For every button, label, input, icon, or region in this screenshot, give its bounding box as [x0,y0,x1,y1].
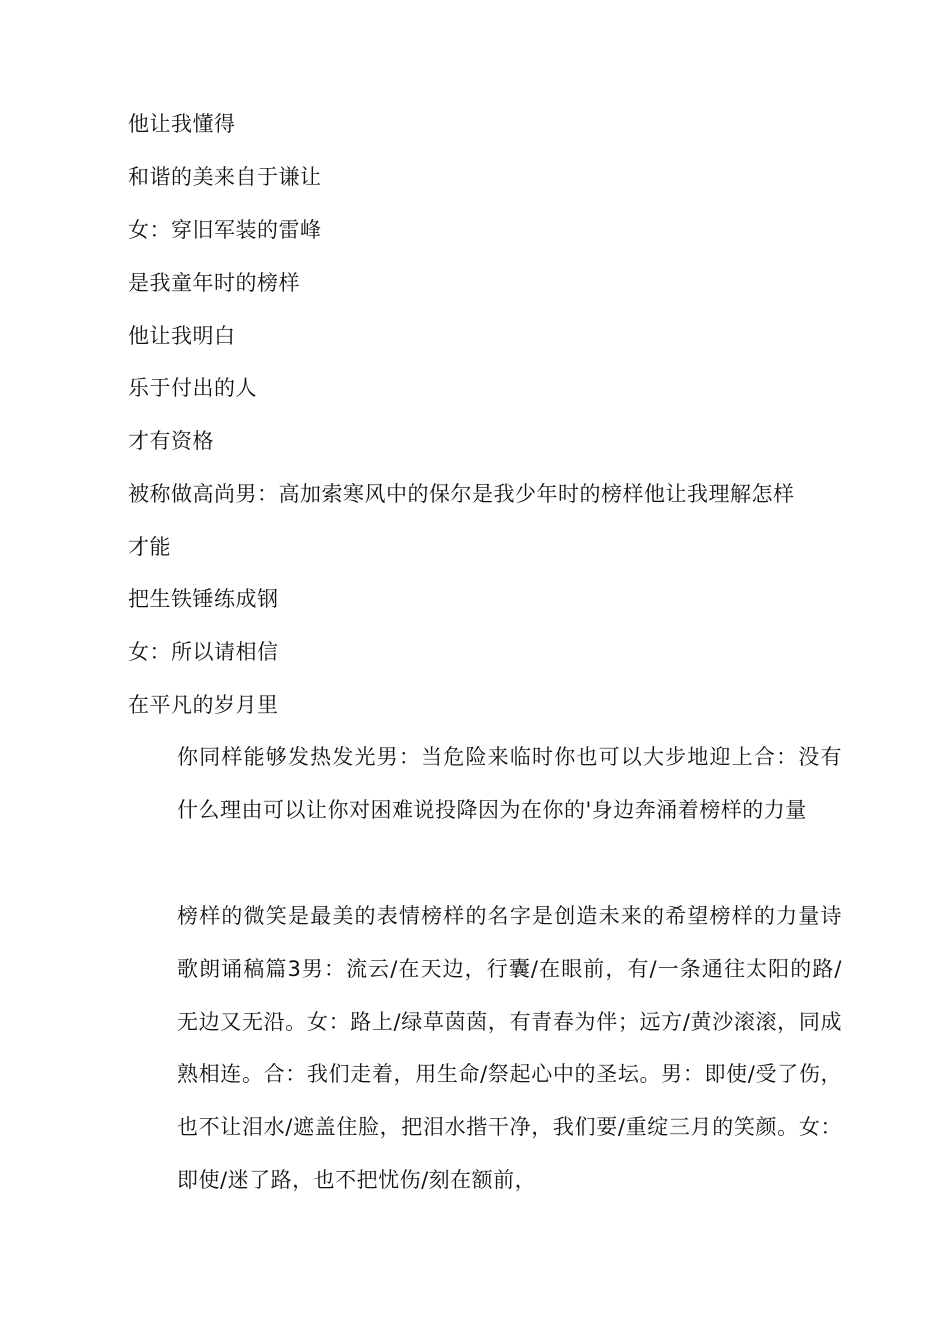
text-line: 女：所以请相信 [128,640,279,664]
paragraph: 榜样的微笑是最美的表情榜样的名字是创造未来的希望榜样的力量诗歌朗诵稿篇3男：流云/在天边，行囊/在眼前，有/一条通往太阳的路/无边又无沿。女：路上/绿草茵茵，有青春为伴；远方/黄沙滚滚，同成熟相连。合：我们走着，用生命/祭起心中的圣坛。男：即使/受了伤，也不让泪水/遮盖住脸，把泪水揩干净，我们要/重绽三月的笑颜。女：即使/迷了路，也不把忧伤/刻在额前， [177,904,842,1192]
text-line: 他让我明白 [128,324,236,348]
text-line: 才有资格 [128,429,214,453]
text-line: 他让我懂得 [128,112,236,136]
paragraph: 你同样能够发热发光男：当危险来临时你也可以大步地迎上合：没有什么理由可以让你对困难说投降因为在你的'身边奔涌着榜样的力量 [177,745,842,822]
text-line: 被称做高尚男：高加索寒风中的保尔是我少年时的榜样他让我理解怎样 [128,482,795,506]
text-line: 是我童年时的榜样 [128,271,300,295]
text-line: 女：穿旧军装的雷峰 [128,218,322,242]
text-line: 和谐的美来自于谦让 [128,165,322,189]
text-line: 在平凡的岁月里 [128,693,279,717]
text-line: 把生铁锤练成钢 [128,587,279,611]
text-line: 才能 [128,535,171,559]
text-line: 乐于付出的人 [128,376,257,400]
